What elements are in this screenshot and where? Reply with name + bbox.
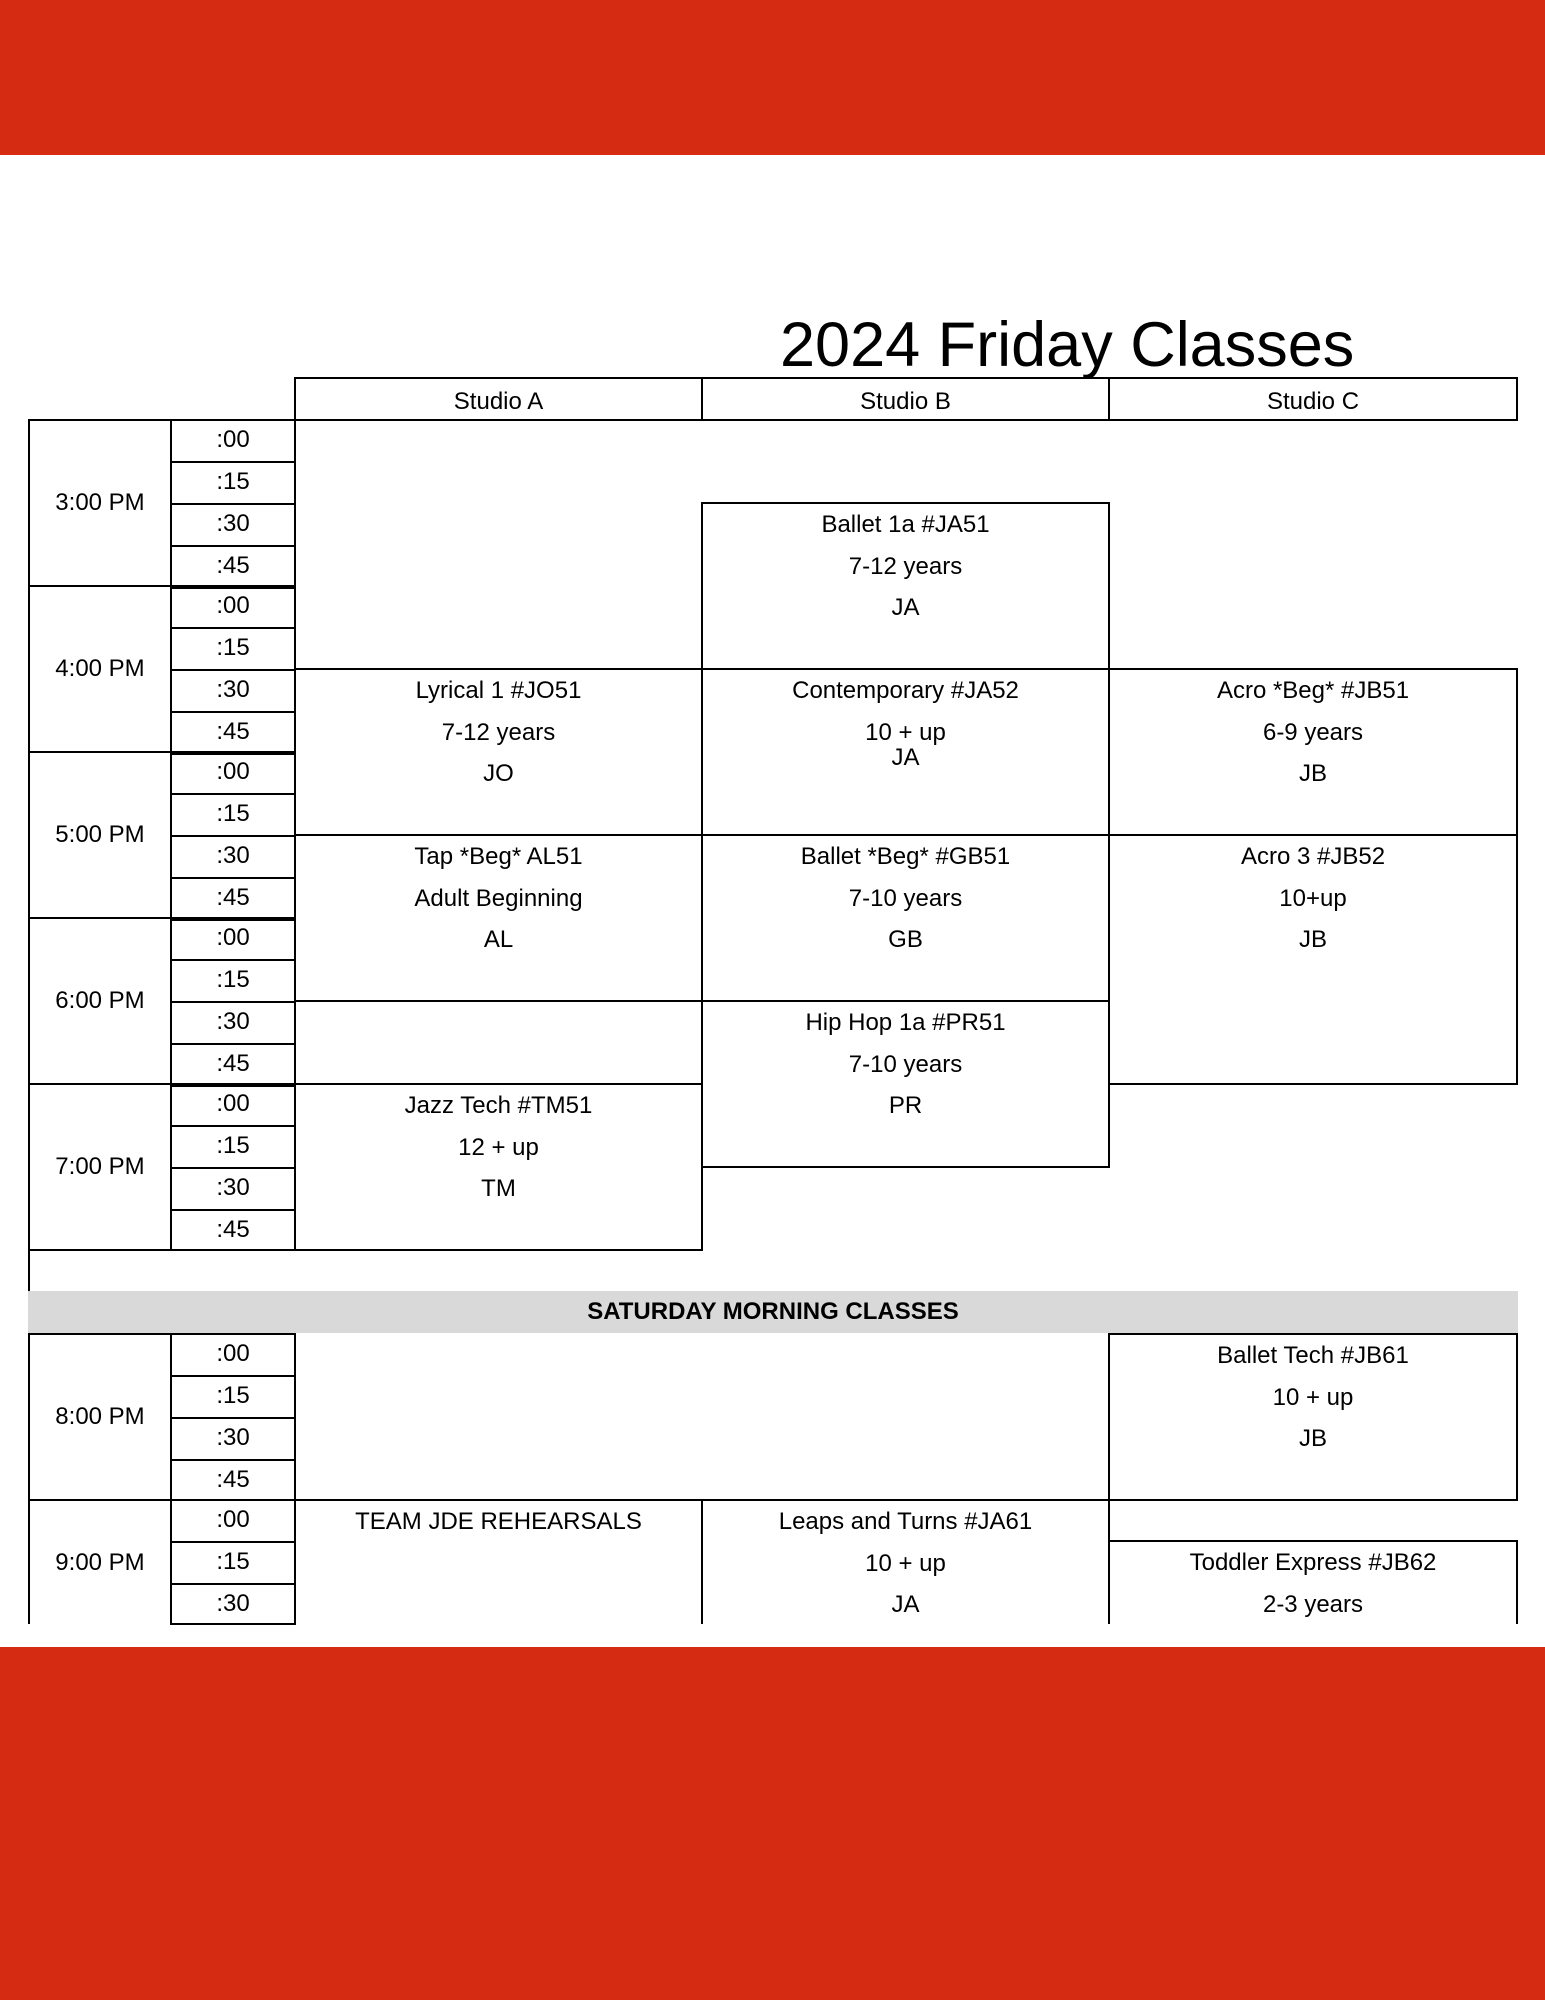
- class-teacher: JB: [1298, 926, 1327, 953]
- class-age: 10 + up: [865, 1549, 946, 1577]
- class-age: 7-10 years: [848, 1050, 963, 1078]
- class-teacher: TM: [481, 1175, 516, 1202]
- quarter-label: :45: [170, 877, 296, 921]
- class-age: 10 + up: [1272, 1383, 1354, 1411]
- quarter-label: :45: [170, 1209, 296, 1251]
- page-title: 2024 Friday Classes: [780, 310, 1355, 380]
- hour-label: 7:00 PM: [28, 1083, 172, 1251]
- class-name: TEAM JDE REHEARSALS: [355, 1508, 642, 1535]
- class-block: [1108, 1333, 1518, 1501]
- quarter-label: :00: [170, 917, 296, 961]
- class-age: 7-10 years: [848, 884, 963, 912]
- class-age: 7-12 years: [441, 718, 556, 746]
- class-age: 2-3 years: [1262, 1590, 1364, 1618]
- class-block: [294, 668, 703, 836]
- quarter-label: :00: [170, 751, 296, 795]
- class-teacher: JB: [1298, 1425, 1327, 1452]
- quarter-label: :15: [170, 793, 296, 837]
- studio-a-header: Studio A: [294, 377, 703, 421]
- class-block: [294, 834, 703, 1002]
- quarter-label: :30: [170, 1417, 296, 1461]
- quarter-label: :45: [170, 711, 296, 755]
- class-block: [701, 502, 1110, 670]
- hour-label: 8:00 PM: [28, 1333, 172, 1501]
- quarter-label: :15: [170, 461, 296, 505]
- class-teacher: GB: [888, 926, 923, 953]
- quarter-label: :00: [170, 585, 296, 629]
- class-block: [294, 1499, 703, 1624]
- class-name: Tap *Beg* AL51: [414, 843, 583, 870]
- class-name: Leaps and Turns #JA61: [778, 1508, 1033, 1535]
- class-name: Acro 3 #JB52: [1240, 843, 1386, 870]
- saturday-heading: SATURDAY MORNING CLASSES: [28, 1291, 1518, 1333]
- class-age: 12 + up: [458, 1133, 539, 1161]
- class-name: Hip Hop 1a #PR51: [805, 1009, 1006, 1036]
- quarter-label: :00: [170, 1083, 296, 1127]
- class-block: [294, 1083, 703, 1251]
- class-name: Lyrical 1 #JO51: [415, 677, 582, 704]
- hour-label: 9:00 PM: [28, 1499, 172, 1624]
- quarter-label: :30: [170, 669, 296, 713]
- quarter-label: :30: [170, 1001, 296, 1045]
- class-teacher: JO: [483, 760, 514, 787]
- class-name: Ballet 1a #JA51: [821, 511, 990, 538]
- class-age: Adult Beginning: [414, 884, 583, 912]
- class-teacher: JA: [891, 1591, 920, 1618]
- class-name: Contemporary #JA52: [792, 677, 1019, 704]
- class-block: [701, 668, 1110, 836]
- studio-c-header: Studio C: [1108, 377, 1518, 421]
- quarter-label: :30: [170, 1583, 296, 1625]
- class-teacher: JA: [891, 594, 920, 621]
- quarter-label: :00: [170, 419, 296, 463]
- hour-label: 6:00 PM: [28, 917, 172, 1085]
- quarter-label: :15: [170, 1125, 296, 1169]
- quarter-label: :45: [170, 1459, 296, 1501]
- bottom-red-band: [0, 1647, 1545, 2000]
- class-block: [1108, 668, 1518, 836]
- hour-label: 4:00 PM: [28, 585, 172, 753]
- class-name: Ballet *Beg* #GB51: [800, 843, 1011, 870]
- quarter-label: :15: [170, 1541, 296, 1585]
- quarter-label: :30: [170, 1167, 296, 1211]
- class-name: Toddler Express #JB62: [1189, 1549, 1437, 1576]
- table-border: [28, 1249, 30, 1291]
- class-age: 6-9 years: [1262, 718, 1364, 746]
- class-teacher: JA: [891, 744, 920, 771]
- class-age: 10+up: [1279, 884, 1347, 912]
- class-block: [701, 1000, 1110, 1168]
- quarter-label: :00: [170, 1499, 296, 1543]
- class-teacher: AL: [483, 926, 514, 953]
- quarter-label: :15: [170, 627, 296, 671]
- class-age: 10 + up: [865, 718, 946, 746]
- class-teacher: JB: [1298, 760, 1327, 787]
- empty-slot: [294, 1000, 703, 1085]
- studio-b-header: Studio B: [701, 377, 1110, 421]
- class-name: Jazz Tech #TM51: [404, 1092, 593, 1119]
- class-age: 7-12 years: [848, 552, 963, 580]
- quarter-label: :15: [170, 1375, 296, 1419]
- quarter-label: :30: [170, 503, 296, 547]
- top-red-band: [0, 0, 1545, 155]
- hour-label: 3:00 PM: [28, 419, 172, 587]
- quarter-label: :30: [170, 835, 296, 879]
- class-name: Acro *Beg* #JB51: [1216, 677, 1410, 704]
- class-block: [1108, 834, 1518, 1085]
- class-block: [1108, 1540, 1518, 1624]
- quarter-label: :00: [170, 1333, 296, 1377]
- class-block: [701, 1499, 1110, 1624]
- quarter-label: :45: [170, 545, 296, 589]
- quarter-label: :15: [170, 959, 296, 1003]
- quarter-label: :45: [170, 1043, 296, 1087]
- class-teacher: PR: [888, 1092, 923, 1119]
- class-block: [701, 834, 1110, 1002]
- class-name: Ballet Tech #JB61: [1217, 1342, 1409, 1369]
- hour-label: 5:00 PM: [28, 751, 172, 919]
